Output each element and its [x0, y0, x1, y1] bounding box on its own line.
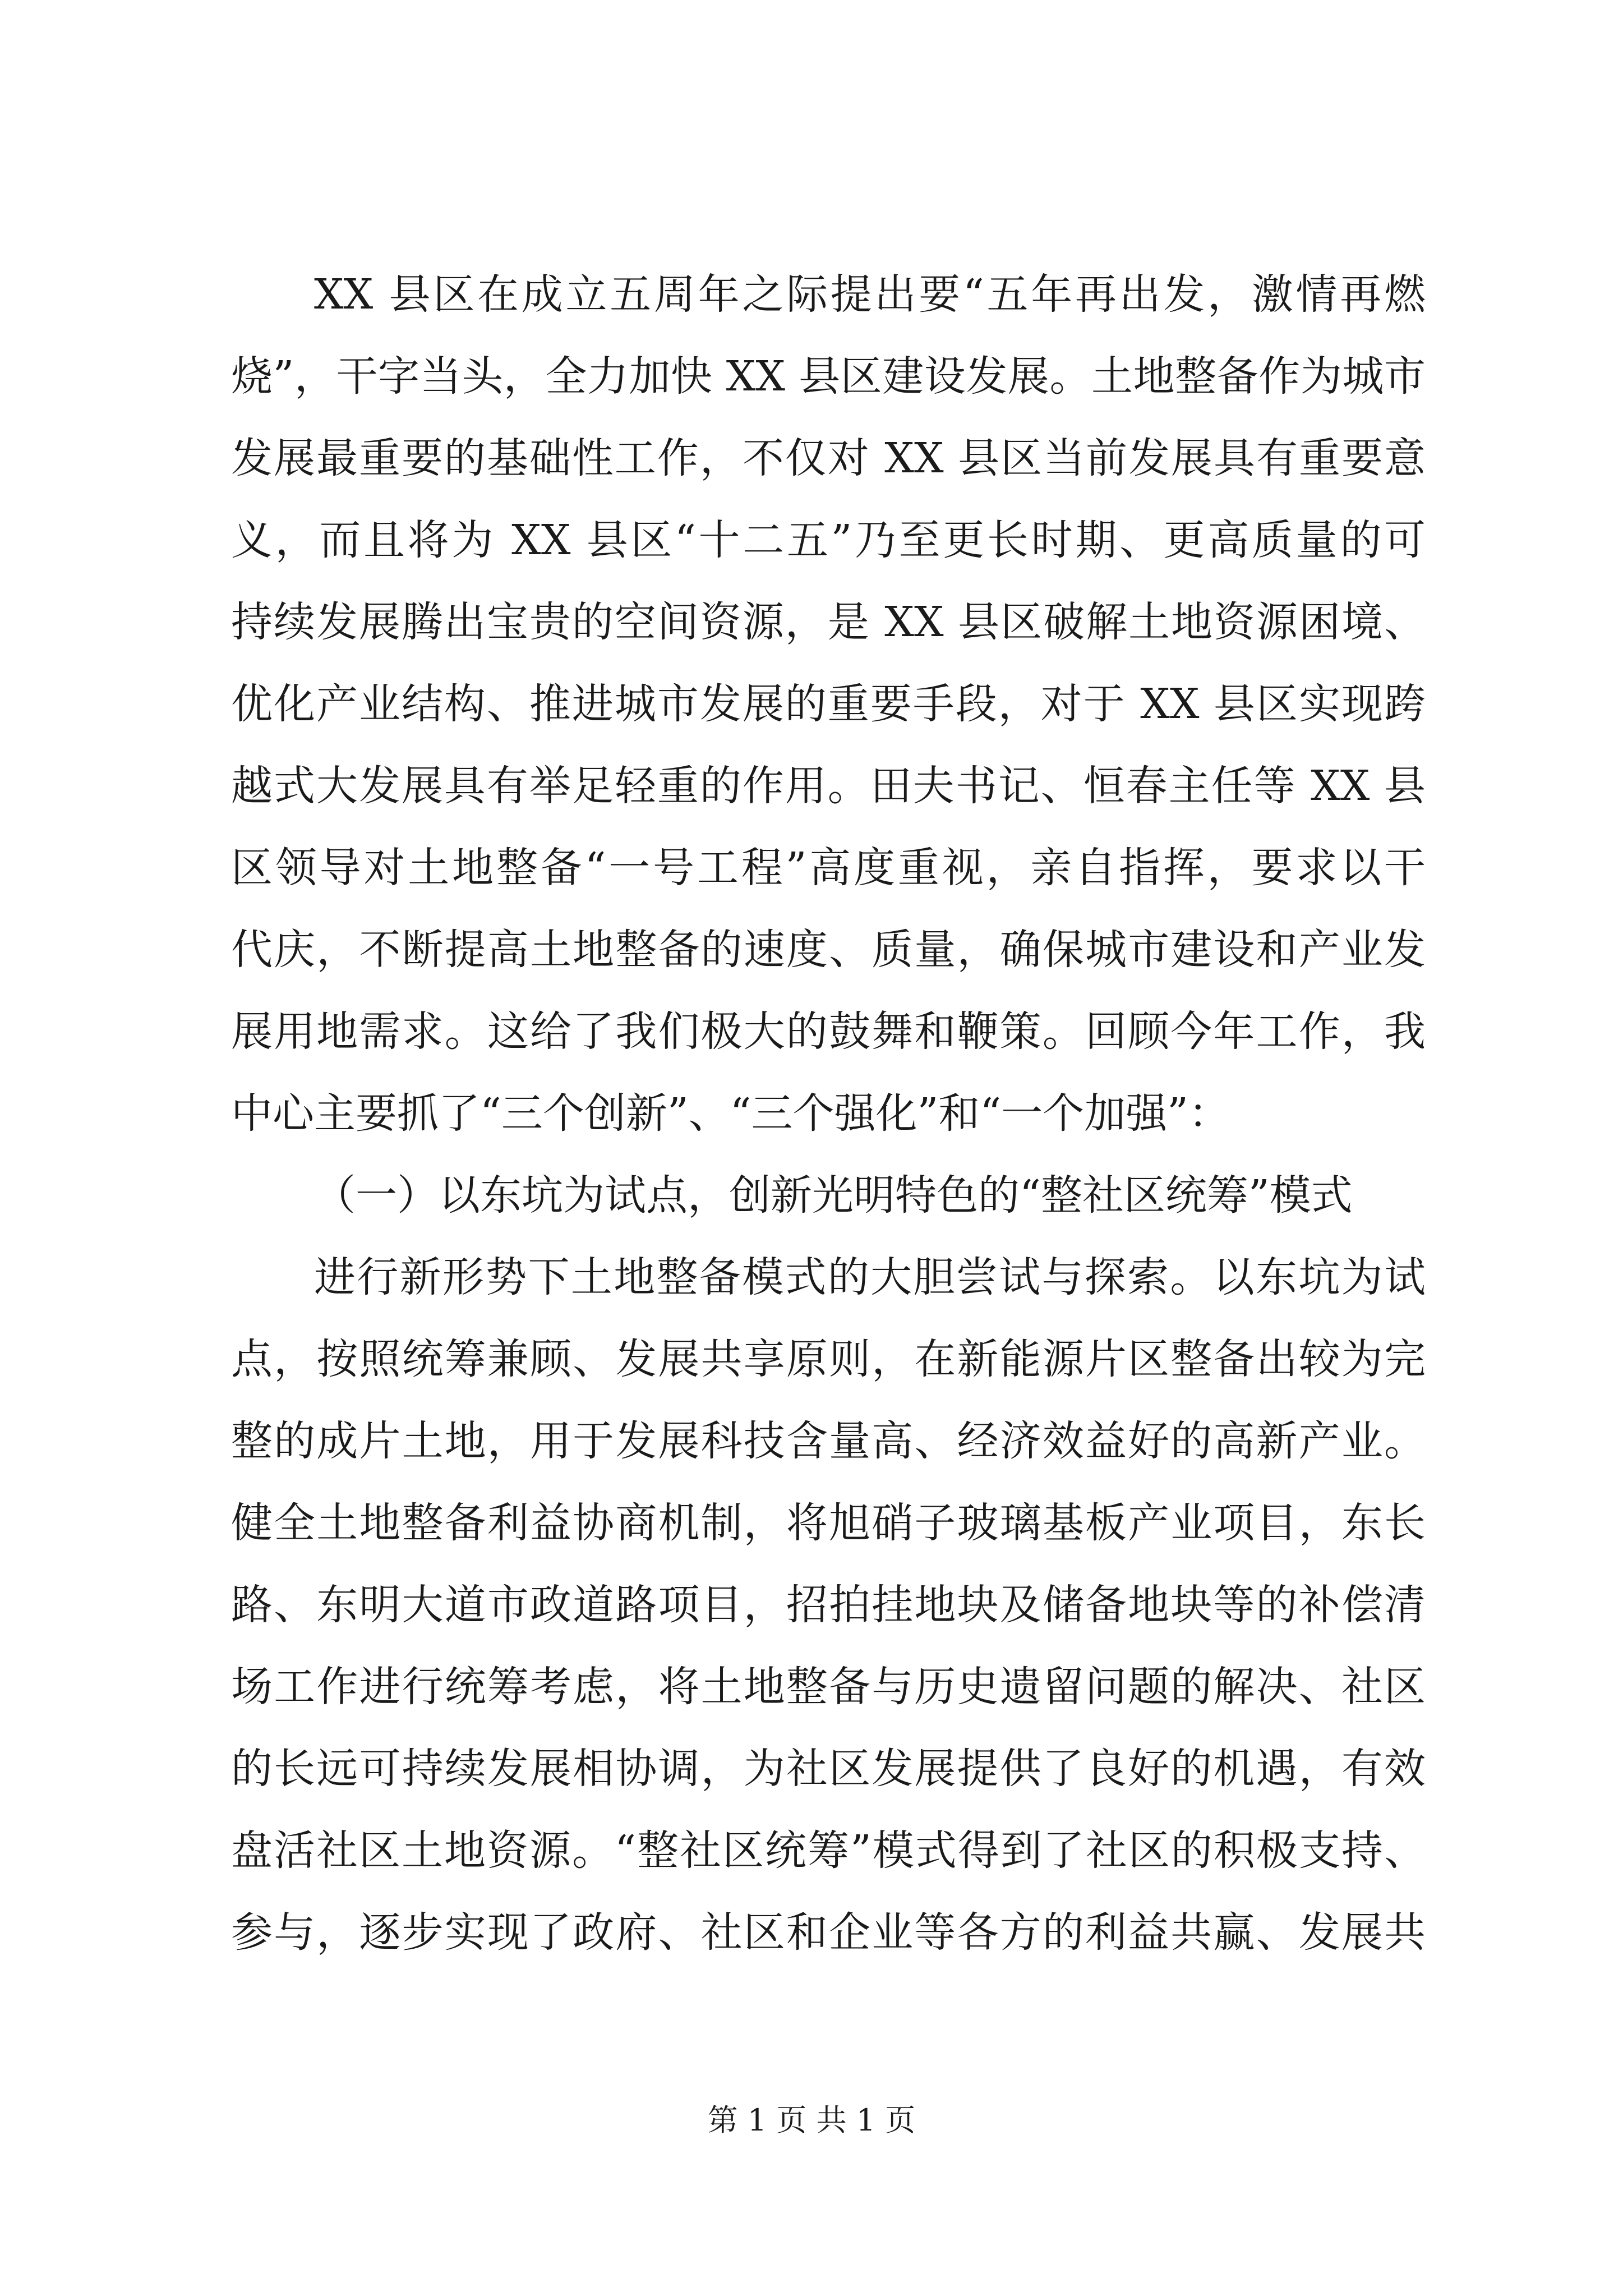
- paragraph-2-line-6: 场工作进行统筹考虑，将土地整备与历史遗留问题的解决、社区: [231, 1663, 1426, 1711]
- paragraph-1-line-4: 义，而且将为 XX 县区“十二五”乃至更长时期、更高质量的可: [231, 516, 1426, 564]
- paragraph-2-line-3: 整的成片土地，用于发展科技含量高、经济效益好的高新产业。: [231, 1417, 1426, 1465]
- paragraph-2-line-7: 的长远可持续发展相协调，为社区发展提供了良好的机遇，有效: [231, 1745, 1426, 1793]
- paragraph-1-line-3: 发展最重要的基础性工作，不仅对 XX 县区当前发展具有重要意: [231, 434, 1426, 482]
- paragraph-1-line-5: 持续发展腾出宝贵的空间资源，是 XX 县区破解土地资源困境、: [231, 598, 1426, 646]
- paragraph-2-line-9: 参与，逐步实现了政府、社区和企业等各方的利益共赢、发展共: [231, 1908, 1426, 1957]
- paragraph-1-line-9: 代庆，不断提高土地整备的速度、质量，确保城市建设和产业发: [231, 926, 1426, 974]
- paragraph-1-line-2: 烧”，干字当头，全力加快 XX 县区建设发展。土地整备作为城市: [231, 352, 1426, 401]
- paragraph-1-line-7: 越式大发展具有举足轻重的作用。田夫书记、恒春主任等 XX 县: [231, 762, 1426, 810]
- paragraph-1-line-6: 优化产业结构、推进城市发展的重要手段，对于 XX 县区实现跨: [231, 680, 1426, 728]
- paragraph-2-line-8: 盘活社区土地资源。“整社区统筹”模式得到了社区的积极支持、: [231, 1826, 1426, 1875]
- paragraph-2-line-4: 健全土地整备利益协商机制，将旭硝子玻璃基板产业项目，东长: [231, 1499, 1426, 1547]
- paragraph-1-line-8: 区领导对土地整备“一号工程”高度重视，亲自指挥，要求以干: [231, 844, 1426, 892]
- paragraph-2-line-2: 点，按照统筹兼顾、发展共享原则，在新能源片区整备出较为完: [231, 1335, 1426, 1383]
- paragraph-2-line-1: 进行新形势下土地整备模式的大胆尝试与探索。以东坑为试: [314, 1253, 1426, 1301]
- paragraph-1-line-1: XX 县区在成立五周年之际提出要“五年再出发，激情再燃: [314, 270, 1426, 319]
- document-body: [231, 254, 1426, 1973]
- paragraph-2-line-5: 路、东明大道市政道路项目，招拍挂地块及储备地块等的补偿清: [231, 1581, 1426, 1629]
- paragraph-1-line-10: 展用地需求。这给了我们极大的鼓舞和鞭策。回顾今年工作，我: [231, 1007, 1426, 1056]
- section-heading-1: （一）以东坑为试点，创新光明特色的“整社区统筹”模式: [314, 1171, 1353, 1220]
- page-footer: [0, 2101, 1623, 2140]
- page-number-label: 第 1 页 共 1 页: [707, 2102, 916, 2138]
- paragraph-1-line-11: 中心主要抓了“三个创新”、“三个强化”和“一个加强”：: [231, 1089, 1230, 1138]
